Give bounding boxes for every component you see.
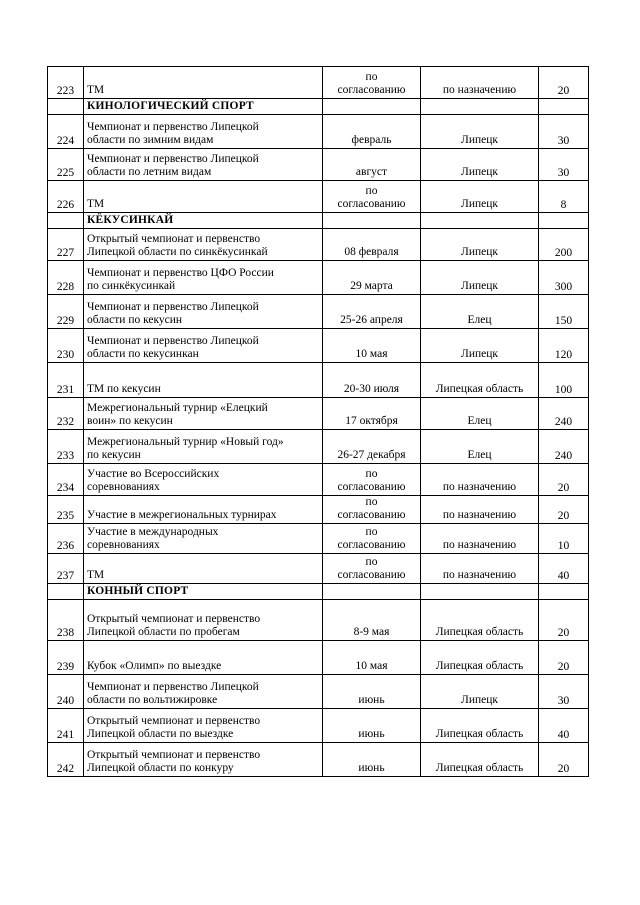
table-row	[48, 329, 589, 363]
empty-cell	[539, 213, 589, 229]
table-row	[48, 675, 589, 709]
event-name-cell: Открытый чемпионат и первенство Липецкой области по конкуру	[84, 743, 323, 777]
participants-count-cell: 40	[539, 554, 589, 584]
event-date-cell: август	[323, 149, 421, 181]
participants-count-cell: 30	[539, 149, 589, 181]
event-date-cell: 10 мая	[323, 329, 421, 363]
event-place-cell: Липецк	[421, 261, 539, 295]
event-date-cell: по согласованию	[323, 496, 421, 524]
event-date-cell: 17 октября	[323, 398, 421, 430]
participants-count-cell: 10	[539, 524, 589, 554]
table-row	[48, 430, 589, 464]
empty-cell	[48, 213, 84, 229]
row-number-cell: 225	[48, 149, 84, 181]
row-number-cell: 240	[48, 675, 84, 709]
section-title: КОННЫЙ СПОРТ	[84, 584, 323, 600]
participants-count-cell: 120	[539, 329, 589, 363]
participants-count-cell: 20	[539, 641, 589, 675]
event-date-cell: по согласованию	[323, 464, 421, 496]
participants-count-cell: 100	[539, 363, 589, 398]
event-place-cell: Липецкая область	[421, 709, 539, 743]
event-name-cell: Чемпионат и первенство Липецкой области по кекусин	[84, 295, 323, 329]
event-name-cell: Чемпионат и первенство Липецкой области по кекусинкан	[84, 329, 323, 363]
event-name-cell: Участие во Всероссийских соревнованиях	[84, 464, 323, 496]
participants-count-cell: 30	[539, 675, 589, 709]
event-date-cell: июнь	[323, 743, 421, 777]
table-row	[48, 398, 589, 430]
event-date-cell: 29 марта	[323, 261, 421, 295]
participants-count-cell: 8	[539, 181, 589, 213]
table-row	[48, 67, 589, 99]
event-name-cell: Открытый чемпионат и первенство Липецкой области по синкёкусинкай	[84, 229, 323, 261]
row-number-cell: 229	[48, 295, 84, 329]
event-place-cell: Липецк	[421, 115, 539, 149]
event-name-cell: Открытый чемпионат и первенство Липецкой области по выездке	[84, 709, 323, 743]
event-name-cell: Кубок «Олимп» по выездке	[84, 641, 323, 675]
event-name-cell: Чемпионат и первенство Липецкой области по вольтижировке	[84, 675, 323, 709]
participants-count-cell: 40	[539, 709, 589, 743]
participants-count-cell: 20	[539, 743, 589, 777]
row-number-cell: 234	[48, 464, 84, 496]
empty-cell	[421, 584, 539, 600]
table-row	[48, 641, 589, 675]
event-place-cell: Липецк	[421, 329, 539, 363]
event-name-cell: Участие в международных соревнованиях	[84, 524, 323, 554]
table-row	[48, 743, 589, 777]
row-number-cell: 230	[48, 329, 84, 363]
empty-cell	[48, 584, 84, 600]
table-row	[48, 709, 589, 743]
empty-cell	[48, 99, 84, 115]
table-row	[48, 115, 589, 149]
participants-count-cell: 30	[539, 115, 589, 149]
table-row	[48, 295, 589, 329]
row-number-cell: 242	[48, 743, 84, 777]
row-number-cell: 226	[48, 181, 84, 213]
empty-cell	[323, 584, 421, 600]
event-place-cell: Липецк	[421, 229, 539, 261]
row-number-cell: 227	[48, 229, 84, 261]
event-name-cell: Участие в межрегиональных турнирах	[84, 496, 323, 524]
table-row	[48, 181, 589, 213]
participants-count-cell: 200	[539, 229, 589, 261]
event-date-cell: по согласованию	[323, 554, 421, 584]
event-place-cell: Липецкая область	[421, 641, 539, 675]
events-table	[47, 66, 589, 777]
section-row	[48, 584, 589, 600]
event-date-cell: по согласованию	[323, 524, 421, 554]
participants-count-cell: 300	[539, 261, 589, 295]
section-title: КИНОЛОГИЧЕСКИЙ СПОРТ	[84, 99, 323, 115]
event-date-cell: 25-26 апреля	[323, 295, 421, 329]
table-row	[48, 261, 589, 295]
event-date-cell: 8-9 мая	[323, 600, 421, 641]
table-row	[48, 464, 589, 496]
empty-cell	[539, 584, 589, 600]
table-row	[48, 229, 589, 261]
empty-cell	[323, 99, 421, 115]
participants-count-cell: 20	[539, 496, 589, 524]
event-date-cell: 26-27 декабря	[323, 430, 421, 464]
event-date-cell: 20-30 июля	[323, 363, 421, 398]
row-number-cell: 233	[48, 430, 84, 464]
event-date-cell: июнь	[323, 675, 421, 709]
table-row	[48, 600, 589, 641]
event-place-cell: по назначению	[421, 67, 539, 99]
event-name-cell: Межрегиональный турнир «Новый год» по кекусин	[84, 430, 323, 464]
event-name-cell: Открытый чемпионат и первенство Липецкой области по пробегам	[84, 600, 323, 641]
event-name-cell: Межрегиональный турнир «Елецкий воин» по кекусин	[84, 398, 323, 430]
event-place-cell: Липецкая область	[421, 600, 539, 641]
empty-cell	[421, 99, 539, 115]
participants-count-cell: 150	[539, 295, 589, 329]
empty-cell	[539, 99, 589, 115]
event-name-cell: Чемпионат и первенство ЦФО России по синкёкусинкай	[84, 261, 323, 295]
row-number-cell: 228	[48, 261, 84, 295]
event-date-cell: по согласованию	[323, 181, 421, 213]
event-date-cell: июнь	[323, 709, 421, 743]
row-number-cell: 224	[48, 115, 84, 149]
event-place-cell: Липецк	[421, 181, 539, 213]
table-row	[48, 149, 589, 181]
row-number-cell: 239	[48, 641, 84, 675]
row-number-cell: 241	[48, 709, 84, 743]
event-name-cell: ТМ по кекусин	[84, 363, 323, 398]
event-name-cell: Чемпионат и первенство Липецкой области по летним видам	[84, 149, 323, 181]
event-date-cell: 08 февраля	[323, 229, 421, 261]
event-place-cell: Липецкая область	[421, 363, 539, 398]
table-row	[48, 524, 589, 554]
event-name-cell: ТМ	[84, 67, 323, 99]
participants-count-cell: 20	[539, 67, 589, 99]
participants-count-cell: 240	[539, 430, 589, 464]
event-name-cell: ТМ	[84, 554, 323, 584]
row-number-cell: 231	[48, 363, 84, 398]
event-date-cell: февраль	[323, 115, 421, 149]
event-date-cell: 10 мая	[323, 641, 421, 675]
events-table-body	[48, 67, 589, 777]
table-row	[48, 496, 589, 524]
row-number-cell: 236	[48, 524, 84, 554]
event-place-cell: Липецк	[421, 675, 539, 709]
row-number-cell: 232	[48, 398, 84, 430]
event-place-cell: Липецк	[421, 149, 539, 181]
event-name-cell: ТМ	[84, 181, 323, 213]
table-row	[48, 363, 589, 398]
row-number-cell: 238	[48, 600, 84, 641]
event-name-cell: Чемпионат и первенство Липецкой области по зимним видам	[84, 115, 323, 149]
empty-cell	[421, 213, 539, 229]
event-place-cell: Елец	[421, 295, 539, 329]
section-row	[48, 99, 589, 115]
event-place-cell: Елец	[421, 430, 539, 464]
event-date-cell: по согласованию	[323, 67, 421, 99]
event-place-cell: Липецкая область	[421, 743, 539, 777]
row-number-cell: 235	[48, 496, 84, 524]
event-place-cell: Елец	[421, 398, 539, 430]
participants-count-cell: 240	[539, 398, 589, 430]
row-number-cell: 223	[48, 67, 84, 99]
table-row	[48, 554, 589, 584]
event-place-cell: по назначению	[421, 496, 539, 524]
event-place-cell: по назначению	[421, 554, 539, 584]
section-title: КЁКУСИНКАЙ	[84, 213, 323, 229]
section-row	[48, 213, 589, 229]
participants-count-cell: 20	[539, 600, 589, 641]
row-number-cell: 237	[48, 554, 84, 584]
event-place-cell: по назначению	[421, 524, 539, 554]
participants-count-cell: 20	[539, 464, 589, 496]
empty-cell	[323, 213, 421, 229]
event-place-cell: по назначению	[421, 464, 539, 496]
